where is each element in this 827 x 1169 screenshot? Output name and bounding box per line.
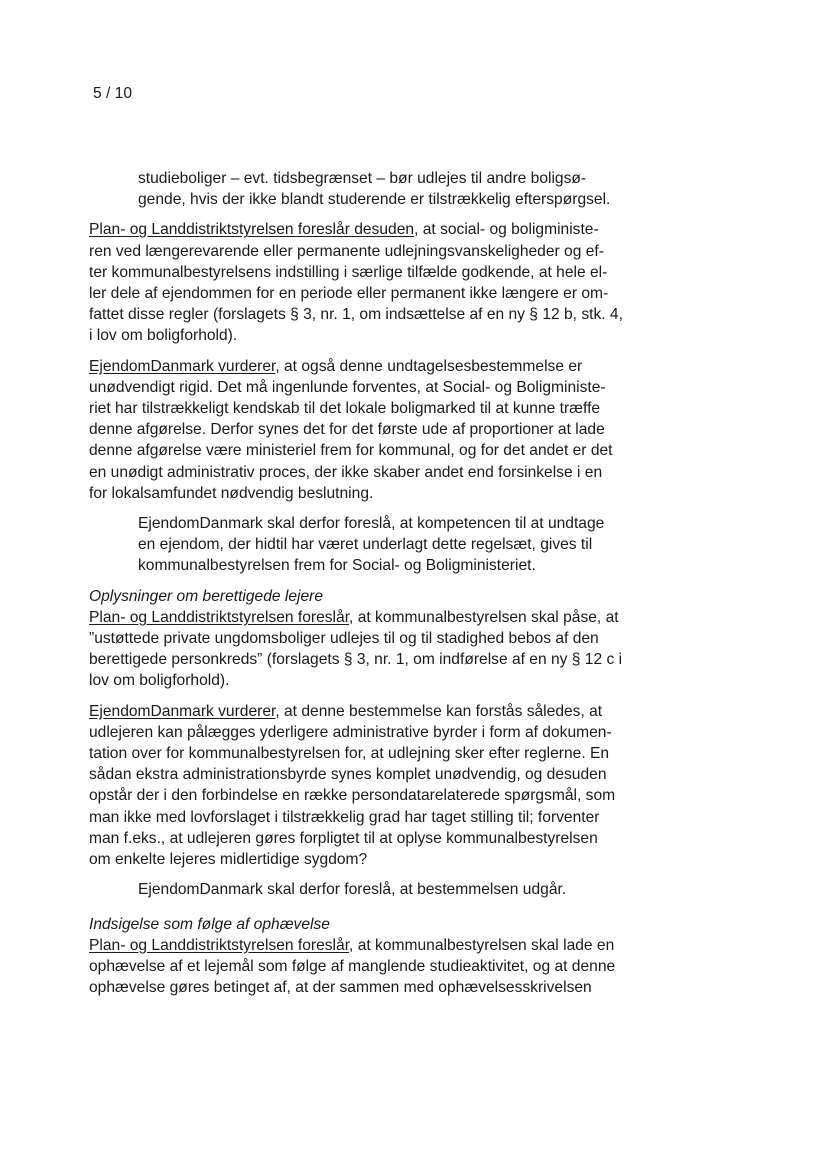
text-line: , at også denne undtagelsesbestemmelse er [275,357,583,375]
text-line: for lokalsamfundet nødvendig beslutning. [89,484,374,502]
paragraph-assessment-rigid [89,356,689,504]
text-line: , at social- og boligministe- [414,221,599,239]
text-line: fattet disse regler (forslagets § 3, nr. 1, om indsættelse af en ny § 12 b, stk. 4, [89,306,623,324]
underlined-lead: EjendomDanmark vurderer [89,702,276,720]
text-line: ler dele af ejendommen for en periode eller permanent ikke længere er om- [89,285,609,303]
text-line: en ejendom, der hidtil har været underlagt dette regelsæt, gives til [138,536,593,554]
text-line: i lov om boligforhold). [89,327,238,345]
underlined-lead: Plan- og Landdistriktstyrelsen foreslår [89,608,350,626]
text-line: om enkelte lejeres midlertidige sygdom? [89,851,368,869]
section-heading: Oplysninger om berettigede lejere [89,587,324,605]
paragraph-tenants-info [89,586,689,692]
paragraph-continued-studieboliger [89,168,689,210]
text-line: tation over for kommunalbestyrelsen for, at udlejning sker efter reglerne. En [89,745,610,763]
text-line: denne afgørelse. Derfor synes det for det første ude af proportioner at lade [89,421,605,439]
text-line: lov om boligforhold). [89,672,230,690]
text-line: , at kommunalbestyrelsen skal lade en [349,936,615,954]
underlined-lead: Plan- og Landdistriktstyrelsen foreslår [89,936,350,954]
text-line: denne afgørelse være ministeriel frem for kommunal, og for det andet er det [89,442,613,460]
text-line: opstår der i den forbindelse en række persondatarelaterede spørgsmål, som [89,787,616,805]
text-line: ”ustøttede private ungdomsboliger udlejes til og til stadighed bebos af den [89,630,599,648]
text-line: ren ved længerevarende eller permanente udlejningsvanskeligheder og ef- [89,242,604,260]
section-heading: Indsigelse som følge af ophævelse [89,915,330,933]
document-body [89,168,689,1007]
paragraph-objection-termination [89,914,689,999]
text-line: man ikke med lovforslaget i tilstrækkelig grad har taget stilling til; forventer [89,808,600,826]
text-line: studieboliger – evt. tidsbegrænset – bør udlejes til andre boligsø- [138,170,587,187]
text-line: , at denne bestemmelse kan forstås således, at [275,702,603,720]
text-line: riet har tilstrækkeligt kendskab til det lokale boligmarked til at kunne træffe [89,400,601,418]
text-line: EjendomDanmark skal derfor foreslå, at bestemmelsen udgår. [138,881,567,899]
text-line: sådan ekstra administrationsbyrde synes komplet unødvendig, og desuden [89,766,607,784]
paragraph-proposal-exemption [89,219,689,346]
underlined-lead: Plan- og Landdistriktstyrelsen foreslår desuden [89,221,415,239]
text-line: man f.eks., at udlejeren gøres forpligtet til at oplyse kommunalbestyrelsen [89,829,598,847]
text-line: ophævelse gøres betinget af, at der sammen med ophævelsesskrivelsen [89,979,592,997]
paragraph-recommendation-competence [89,513,689,577]
text-line: kommunalbestyrelsen frem for Social- og Boligministeriet. [138,557,536,575]
text-line: EjendomDanmark skal derfor foreslå, at kompetencen til at undtage [138,515,605,533]
text-line: udlejeren kan pålægges yderligere administrative byrder i form af dokumen- [89,723,612,741]
page-number: 5 / 10 [93,85,133,102]
paragraph-assessment-burden [89,701,689,871]
text-line: , at kommunalbestyrelsen skal påse, at [349,608,619,626]
underlined-lead: EjendomDanmark vurderer [89,357,276,375]
text-line: en unødigt administrativ proces, der ikke skaber andet end forsinkelse i en [89,463,603,481]
text-line: berettigede personkreds” (forslagets § 3, nr. 1, om indførelse af en ny § 12 c i [89,651,623,669]
paragraph-recommendation-remove [89,879,689,900]
text-line: gende, hvis der ikke blandt studerende er tilstrækkelig efterspørgsel. [138,191,611,209]
text-line: ter kommunalbestyrelsens indstilling i særlige tilfælde godkende, at hele el- [89,263,608,281]
text-line: ophævelse af et lejemål som følge af manglende studieaktivitet, og at denne [89,957,616,975]
text-line: unødvendigt rigid. Det må ingenlunde forventes, at Social- og Boligministe- [89,378,606,396]
